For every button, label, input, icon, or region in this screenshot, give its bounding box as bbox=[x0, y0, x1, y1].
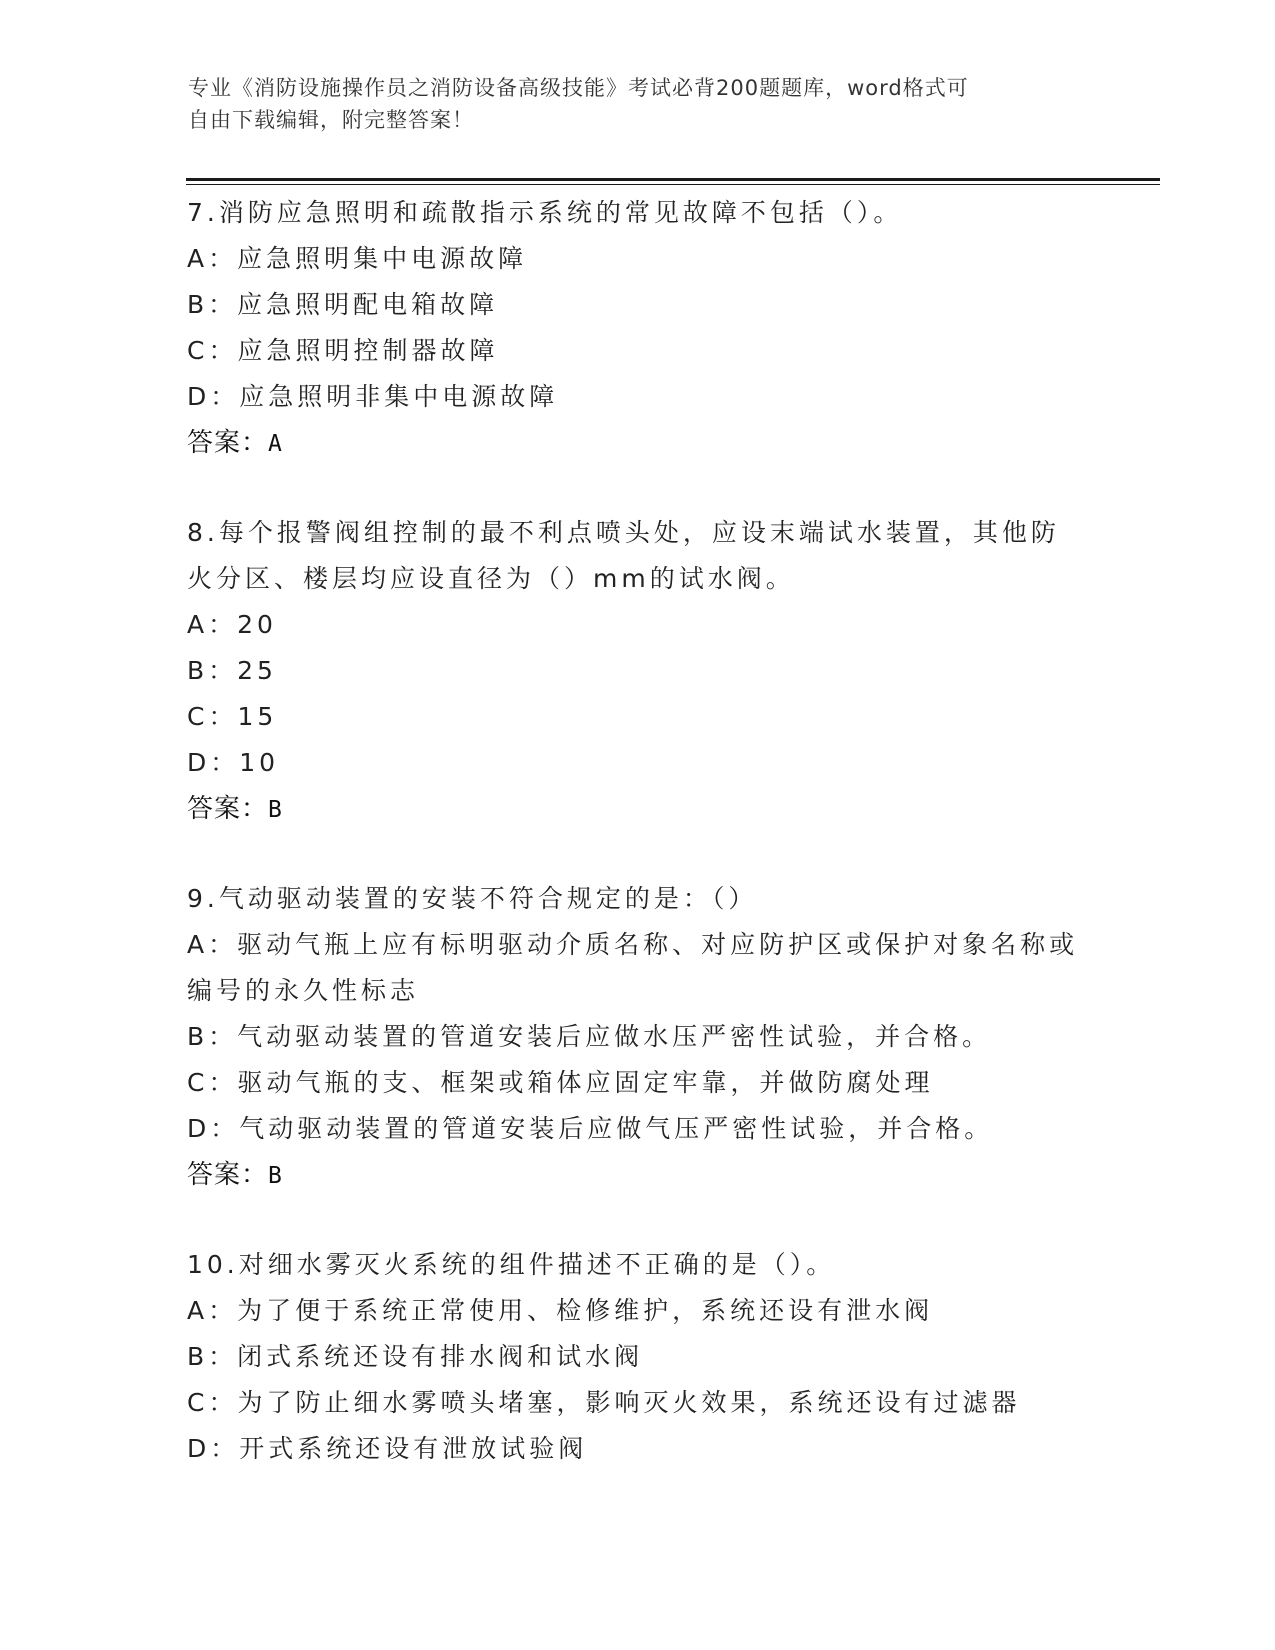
answer-label: 答案： bbox=[187, 794, 269, 824]
option-b: B：气动驱动装置的管道安装后应做水压严密性试验，并合格。 bbox=[187, 1022, 992, 1051]
answer-label: 答案： bbox=[187, 1160, 269, 1190]
option-a: A：应急照明集中电源故障 bbox=[187, 244, 528, 273]
question-7 bbox=[187, 190, 1087, 467]
question-10 bbox=[187, 1242, 1087, 1472]
answer-line bbox=[187, 420, 1087, 467]
option-d: D：开式系统还设有泄放试验阀 bbox=[187, 1434, 588, 1463]
question-stem: 9.气动驱动装置的安装不符合规定的是：（） bbox=[187, 884, 758, 913]
option-b: B：25 bbox=[187, 656, 277, 685]
option-d: D：10 bbox=[187, 748, 280, 777]
option-c: C：驱动气瓶的支、框架或箱体应固定牢靠，并做防腐处理 bbox=[187, 1068, 934, 1097]
option-d: D：气动驱动装置的管道安装后应做气压严密性试验，并合格。 bbox=[187, 1114, 994, 1143]
header-line-1: 专业《消防设施操作员之消防设备高级技能》考试必背200题题库，word格式可 bbox=[188, 76, 969, 100]
question-stem-line-1: 8.每个报警阀组控制的最不利点喷头处，应设末端试水装置，其他防 bbox=[187, 518, 1060, 547]
question-8 bbox=[187, 510, 1087, 833]
question-stem: 10.对细水雾灭火系统的组件描述不正确的是（）。 bbox=[187, 1250, 836, 1279]
answer-value: A bbox=[268, 431, 283, 457]
question-list bbox=[187, 190, 1087, 1515]
header-divider-thick bbox=[186, 178, 1160, 181]
question-stem: 7.消防应急照明和疏散指示系统的常见故障不包括（）。 bbox=[187, 198, 903, 227]
header-divider-thin bbox=[186, 184, 1160, 185]
option-b: B：闭式系统还设有排水阀和试水阀 bbox=[187, 1342, 644, 1371]
option-d: D：应急照明非集中电源故障 bbox=[187, 382, 559, 411]
option-a-line-2: 编号的永久性标志 bbox=[187, 976, 420, 1005]
question-stem-line-2: 火分区、楼层均应设直径为（）mm的试水阀。 bbox=[187, 564, 795, 593]
answer-line bbox=[187, 1152, 1087, 1199]
option-c: C：15 bbox=[187, 702, 278, 731]
question-9 bbox=[187, 876, 1087, 1199]
answer-value: B bbox=[268, 1163, 283, 1189]
answer-label: 答案： bbox=[187, 428, 269, 458]
option-b: B：应急照明配电箱故障 bbox=[187, 290, 499, 319]
option-c: C：为了防止细水雾喷头堵塞，影响灭火效果，系统还设有过滤器 bbox=[187, 1388, 1021, 1417]
document-header bbox=[188, 72, 1078, 136]
option-c: C：应急照明控制器故障 bbox=[187, 336, 499, 365]
option-a: A：为了便于系统正常使用、检修维护，系统还设有泄水阀 bbox=[187, 1296, 934, 1325]
option-a-line-1: A：驱动气瓶上应有标明驱动介质名称、对应防护区或保护对象名称或 bbox=[187, 930, 1079, 959]
answer-line bbox=[187, 786, 1087, 833]
option-a: A：20 bbox=[187, 610, 277, 639]
answer-value: B bbox=[268, 797, 283, 823]
header-line-2: 自由下载编辑，附完整答案！ bbox=[188, 108, 474, 132]
